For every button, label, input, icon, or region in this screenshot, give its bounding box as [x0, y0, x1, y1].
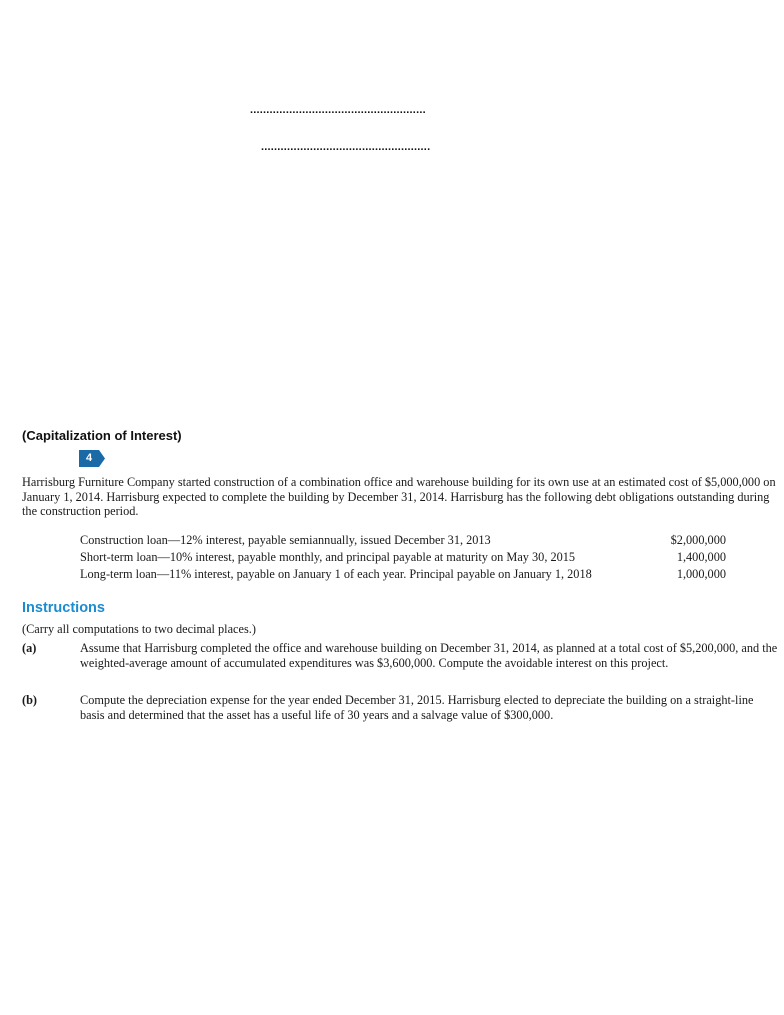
instruction-text: Assume that Harrisburg completed the office and warehouse building on December 31, 2014, as planned at a total cost of $5,200,000, and the weighted-average amount of accumulated expenditures was $3,600,000. Compute the avoidable interest on this project.	[80, 641, 778, 670]
dotted-line-2: ....................................................	[261, 141, 431, 153]
instruction-letter: (b)	[22, 693, 38, 707]
instruction-letter: (a)	[22, 641, 37, 655]
instruction-item-a	[22, 641, 778, 670]
problem-title: (Capitalization of Interest)	[22, 428, 182, 443]
debt-amount: 1,000,000	[676, 567, 726, 581]
problem-number-badge	[79, 450, 105, 467]
debt-description: Short-term loan—10% interest, payable monthly, and principal payable at maturity on May 30, 2015	[80, 550, 576, 564]
instruction-item-b	[22, 693, 778, 722]
problem-intro: Harrisburg Furniture Company started construction of a combination office and warehouse building for its own use at an estimated cost of $5,000,000 on January 1, 2014. Harrisburg expected to complete the building by December 31, 2014. Harrisburg has the following debt obligations outstanding during the construction period.	[22, 475, 776, 518]
debt-description: Construction loan—12% interest, payable semiannually, issued December 31, 2013	[80, 533, 491, 547]
badge-number: 4	[85, 452, 93, 464]
debt-amount: $2,000,000	[670, 533, 726, 547]
debt-row	[80, 532, 726, 549]
debt-row	[80, 549, 726, 566]
instruction-text: Compute the depreciation expense for the year ended December 31, 2015. Harrisburg elected to depreciate the building on a straight-line basis and determined that the asset has a useful life of 30 years and a salvage value of $300,000.	[80, 693, 754, 722]
dotted-line-1: ......................................................	[250, 104, 426, 116]
instructions-note: (Carry all computations to two decimal places.)	[22, 622, 256, 636]
instructions-heading: Instructions	[22, 600, 105, 616]
debt-amount: 1,400,000	[676, 550, 726, 564]
debt-obligations-table	[80, 532, 726, 583]
debt-description: Long-term loan—11% interest, payable on January 1 of each year. Principal payable on January 1, 2018	[80, 567, 592, 581]
debt-row	[80, 566, 726, 583]
